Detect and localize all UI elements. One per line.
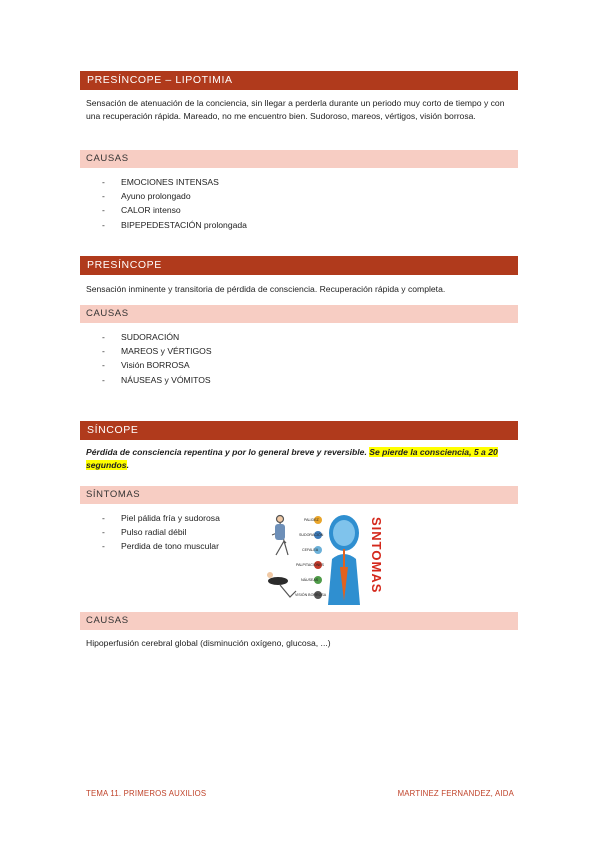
vertical-title (369, 517, 384, 593)
list-item: - BIPEPEDESTACIÓN prolongada (102, 218, 247, 232)
list-item: - Pulso radial débil (102, 525, 220, 539)
figure-label: VISIÓN BORROSA (295, 593, 327, 597)
list-item: - CALOR intenso (102, 203, 247, 217)
list-item: - Perdida de tono muscular (102, 539, 220, 553)
section-description: Sensación inminente y transitoria de pérdida de consciencia. Recuperación rápida y completa. (86, 284, 446, 294)
list-item: - Piel pálida fría y sudorosa (102, 511, 220, 525)
description-end: . (126, 460, 129, 471)
figure-label: SUDORACIÓN (299, 533, 324, 537)
figure-label: PALPITACIONES (296, 563, 325, 567)
section-description (86, 446, 512, 473)
body-silhouette (328, 515, 360, 605)
description-text: Pérdida de consciencia repentina y por lo general breve y reversible. (86, 447, 367, 457)
list-item: - SUDORACIÓN (102, 330, 212, 344)
list-item: - MAREOS y VÉRTIGOS (102, 344, 212, 358)
figure-label: NÁUSEAS (301, 578, 319, 582)
list-item: - NÁUSEAS y VÓMITOS (102, 373, 212, 387)
shirt-shape (275, 524, 285, 540)
causes-list (102, 175, 247, 232)
list-item: - Visión BORROSA (102, 358, 212, 372)
section-header-sincope: SÍNCOPE (80, 421, 518, 440)
symptoms-list (102, 511, 220, 554)
section-header-presincope-lipotimia: PRESÍNCOPE – LIPOTIMIA (80, 71, 518, 90)
causes-text: Hipoperfusión cerebral global (disminución oxígeno, glucosa, ...) (86, 638, 331, 648)
symptoms-header: SÍNTOMAS (80, 486, 518, 504)
section-description: Sensación de atenuación de la conciencia, sin llegar a perderla durante un periodo muy corto de tiempo y con una recuperación rápida. Mareado, no me encuentro bien. Sudoroso, mareos, vértigos, visión borrosa. (86, 98, 505, 122)
highlighted-text: Se pierde la consciencia, 5 a 20 segundos (86, 447, 498, 471)
list-item: - Ayuno prolongado (102, 189, 247, 203)
section-header-presincope: PRESÍNCOPE (80, 256, 518, 275)
causes-header: CAUSAS (80, 150, 518, 168)
footer-right: MARTINEZ FERNANDEZ, AIDA (397, 789, 514, 798)
symptoms-illustration (266, 511, 388, 605)
figure-label: PALIDEZ (304, 518, 319, 522)
causes-header: CAUSAS (80, 612, 518, 630)
causes-header: CAUSAS (80, 305, 518, 323)
svg-text:SINTOMAS: SINTOMAS (369, 517, 384, 594)
causes-list (102, 330, 212, 387)
footer-left: TEMA 11. PRIMEROS AUXILIOS (86, 789, 207, 798)
list-item: - EMOCIONES INTENSAS (102, 175, 247, 189)
figure-label: CEFALEA (302, 548, 319, 552)
